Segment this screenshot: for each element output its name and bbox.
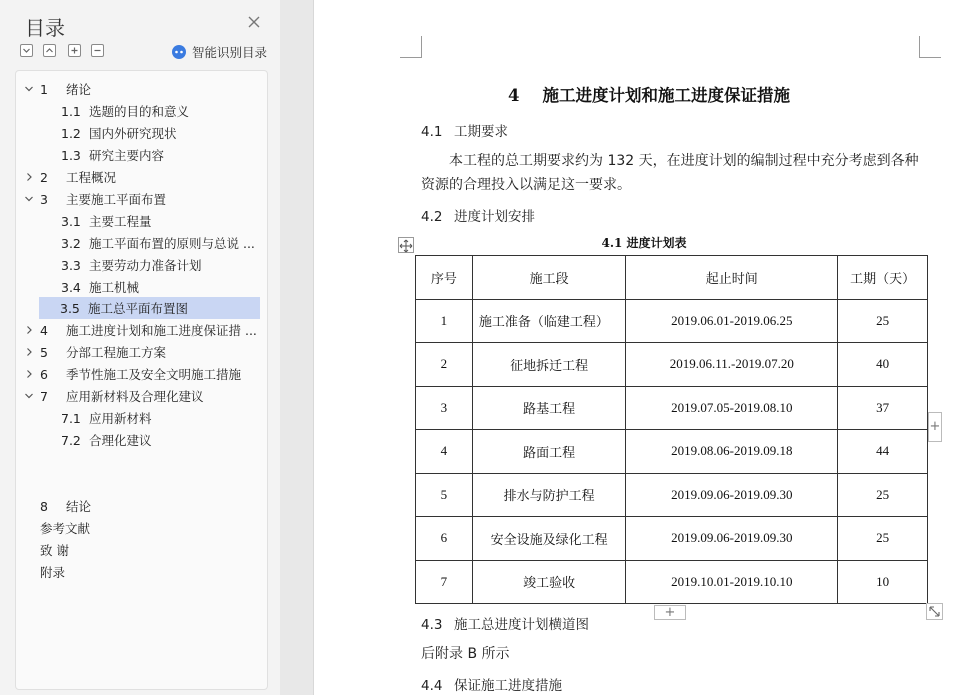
table-row — [416, 517, 928, 561]
chapter-heading: 4 施工进度计划和施工进度保证措施 — [508, 86, 790, 105]
header-period[interactable]: 起止时间 — [626, 256, 838, 300]
cell-duration[interactable]: 25 — [838, 517, 928, 561]
cell-stage[interactable]: 排水与防护工程 — [472, 473, 626, 517]
cell-stage[interactable]: 路基工程 — [472, 386, 626, 430]
toc-item-1-1[interactable]: 1.1 选题的目的和意义 — [61, 103, 190, 119]
section-heading-4-3: 4.3 施工总进度计划横道图 — [421, 617, 589, 633]
table-row — [416, 430, 928, 474]
toc-item-3-5[interactable]: 3.5 施工总平面布置图 — [39, 297, 260, 319]
paragraph-line: 资源的合理投入以满足这一要求。 — [421, 177, 631, 193]
toc-item-6[interactable]: 6 季节性施工及安全文明施工措施 — [40, 363, 260, 385]
toc-sidebar — [0, 0, 280, 695]
margin-corner-left — [400, 36, 422, 58]
cell-duration[interactable]: 40 — [838, 343, 928, 387]
toc-item-5[interactable]: 5 分部工程施工方案 — [40, 341, 260, 363]
header-duration[interactable]: 工期（天） — [838, 256, 928, 300]
toc-item-7-1[interactable]: 7.1 应用新材料 — [61, 410, 152, 426]
collapse-all-button[interactable] — [20, 44, 33, 57]
table-row — [416, 299, 928, 343]
toc-item-3-1[interactable]: 3.1 主要工程量 — [61, 213, 152, 229]
toc-item-appendix[interactable]: 附录 — [40, 565, 66, 580]
cell-index[interactable]: 2 — [416, 343, 473, 387]
table-caption: 4.1 进度计划表 — [601, 236, 687, 250]
table-row — [416, 473, 928, 517]
resize-icon — [927, 604, 942, 619]
add-column-button[interactable]: + — [928, 412, 942, 442]
close-icon[interactable] — [246, 14, 262, 30]
toc-item-4[interactable]: 4 施工进度计划和施工进度保证措 ... — [40, 319, 260, 341]
ai-cloud-icon — [171, 44, 187, 60]
section-heading-4-4: 4.4 保证施工进度措施 — [421, 678, 562, 694]
schedule-table[interactable] — [415, 255, 928, 604]
toc-item-3-4[interactable]: 3.4 施工机械 — [61, 279, 140, 295]
cell-stage[interactable]: 安全设施及绿化工程 — [472, 517, 626, 561]
add-toc-item-button[interactable] — [68, 44, 81, 57]
smart-toc-label: 智能识别目录 — [192, 45, 268, 60]
cell-period[interactable]: 2019.06.01-2019.06.25 — [626, 299, 838, 343]
cell-period[interactable]: 2019.08.06-2019.09.18 — [626, 430, 838, 474]
header-index[interactable]: 序号 — [416, 256, 473, 300]
table-resize-handle[interactable] — [926, 603, 943, 620]
cell-period[interactable]: 2019.07.05-2019.08.10 — [626, 386, 838, 430]
paragraph-line: 后附录 B 所示 — [421, 646, 510, 662]
cell-duration[interactable]: 44 — [838, 430, 928, 474]
toc-list — [15, 70, 268, 690]
cell-duration[interactable]: 10 — [838, 560, 928, 604]
add-row-button[interactable]: + — [654, 605, 686, 620]
cell-index[interactable]: 1 — [416, 299, 473, 343]
table-move-handle[interactable] — [398, 237, 414, 253]
chevron-down-icon[interactable] — [24, 194, 34, 204]
toc-item-acknowledgement[interactable]: 致 谢 — [40, 543, 69, 558]
table-header-row — [416, 256, 928, 300]
cell-index[interactable]: 7 — [416, 560, 473, 604]
cell-stage[interactable]: 施工准备（临建工程） — [472, 299, 626, 343]
chevron-right-icon[interactable] — [24, 325, 34, 335]
toc-item-2[interactable]: 2 工程概况 — [40, 166, 260, 188]
toc-item-8[interactable]: 8 结论 — [40, 498, 92, 514]
toc-item-3-3[interactable]: 3.3 主要劳动力准备计划 — [61, 257, 202, 273]
section-heading-4-2: 4.2 进度计划安排 — [421, 209, 535, 225]
remove-toc-item-button[interactable] — [91, 44, 104, 57]
margin-corner-right — [919, 36, 941, 58]
cell-stage[interactable]: 征地拆迁工程 — [472, 343, 626, 387]
document-page[interactable] — [313, 0, 975, 695]
table-row — [416, 386, 928, 430]
header-stage[interactable]: 施工段 — [472, 256, 626, 300]
toc-item-1-2[interactable]: 1.2 国内外研究现状 — [61, 125, 177, 141]
cell-duration[interactable]: 25 — [838, 299, 928, 343]
chevron-right-icon[interactable] — [24, 347, 34, 357]
move-icon — [399, 239, 413, 253]
cell-duration[interactable]: 25 — [838, 473, 928, 517]
chevron-down-icon[interactable] — [24, 84, 34, 94]
toc-item-7-2[interactable]: 7.2 合理化建议 — [61, 432, 152, 448]
chevron-right-icon[interactable] — [24, 172, 34, 182]
chevron-right-icon[interactable] — [24, 369, 34, 379]
cell-period[interactable]: 2019.10.01-2019.10.10 — [626, 560, 838, 604]
cell-period[interactable]: 2019.09.06-2019.09.30 — [626, 517, 838, 561]
cell-index[interactable]: 5 — [416, 473, 473, 517]
toc-item-references[interactable]: 参考文献 — [40, 521, 91, 536]
cell-stage[interactable]: 竣工验收 — [472, 560, 626, 604]
section-heading-4-1: 4.1 工期要求 — [421, 124, 508, 140]
smart-toc-button[interactable] — [171, 43, 267, 61]
toc-item-1[interactable]: 1 绪论 — [40, 78, 260, 100]
cell-period[interactable]: 2019.06.11.-2019.07.20 — [626, 343, 838, 387]
cell-stage[interactable]: 路面工程 — [472, 430, 626, 474]
cell-period[interactable]: 2019.09.06-2019.09.30 — [626, 473, 838, 517]
toc-item-3-2[interactable]: 3.2 施工平面布置的原则与总说 ... — [61, 235, 255, 251]
cell-index[interactable]: 6 — [416, 517, 473, 561]
chevron-down-icon[interactable] — [24, 391, 34, 401]
toc-item-7[interactable]: 7 应用新材料及合理化建议 — [40, 385, 260, 407]
paragraph-line: 本工程的总工期要求约为 132 天，在进度计划的编制过程中充分考虑到各种 — [449, 153, 919, 169]
cell-duration[interactable]: 37 — [838, 386, 928, 430]
expand-all-button[interactable] — [43, 44, 56, 57]
toc-item-3[interactable]: 3 主要施工平面布置 — [40, 188, 260, 210]
toc-item-1-3[interactable]: 1.3 研究主要内容 — [61, 147, 165, 163]
table-row — [416, 560, 928, 604]
cell-index[interactable]: 3 — [416, 386, 473, 430]
toc-title: 目录 — [25, 16, 65, 40]
cell-index[interactable]: 4 — [416, 430, 473, 474]
table-row — [416, 343, 928, 387]
